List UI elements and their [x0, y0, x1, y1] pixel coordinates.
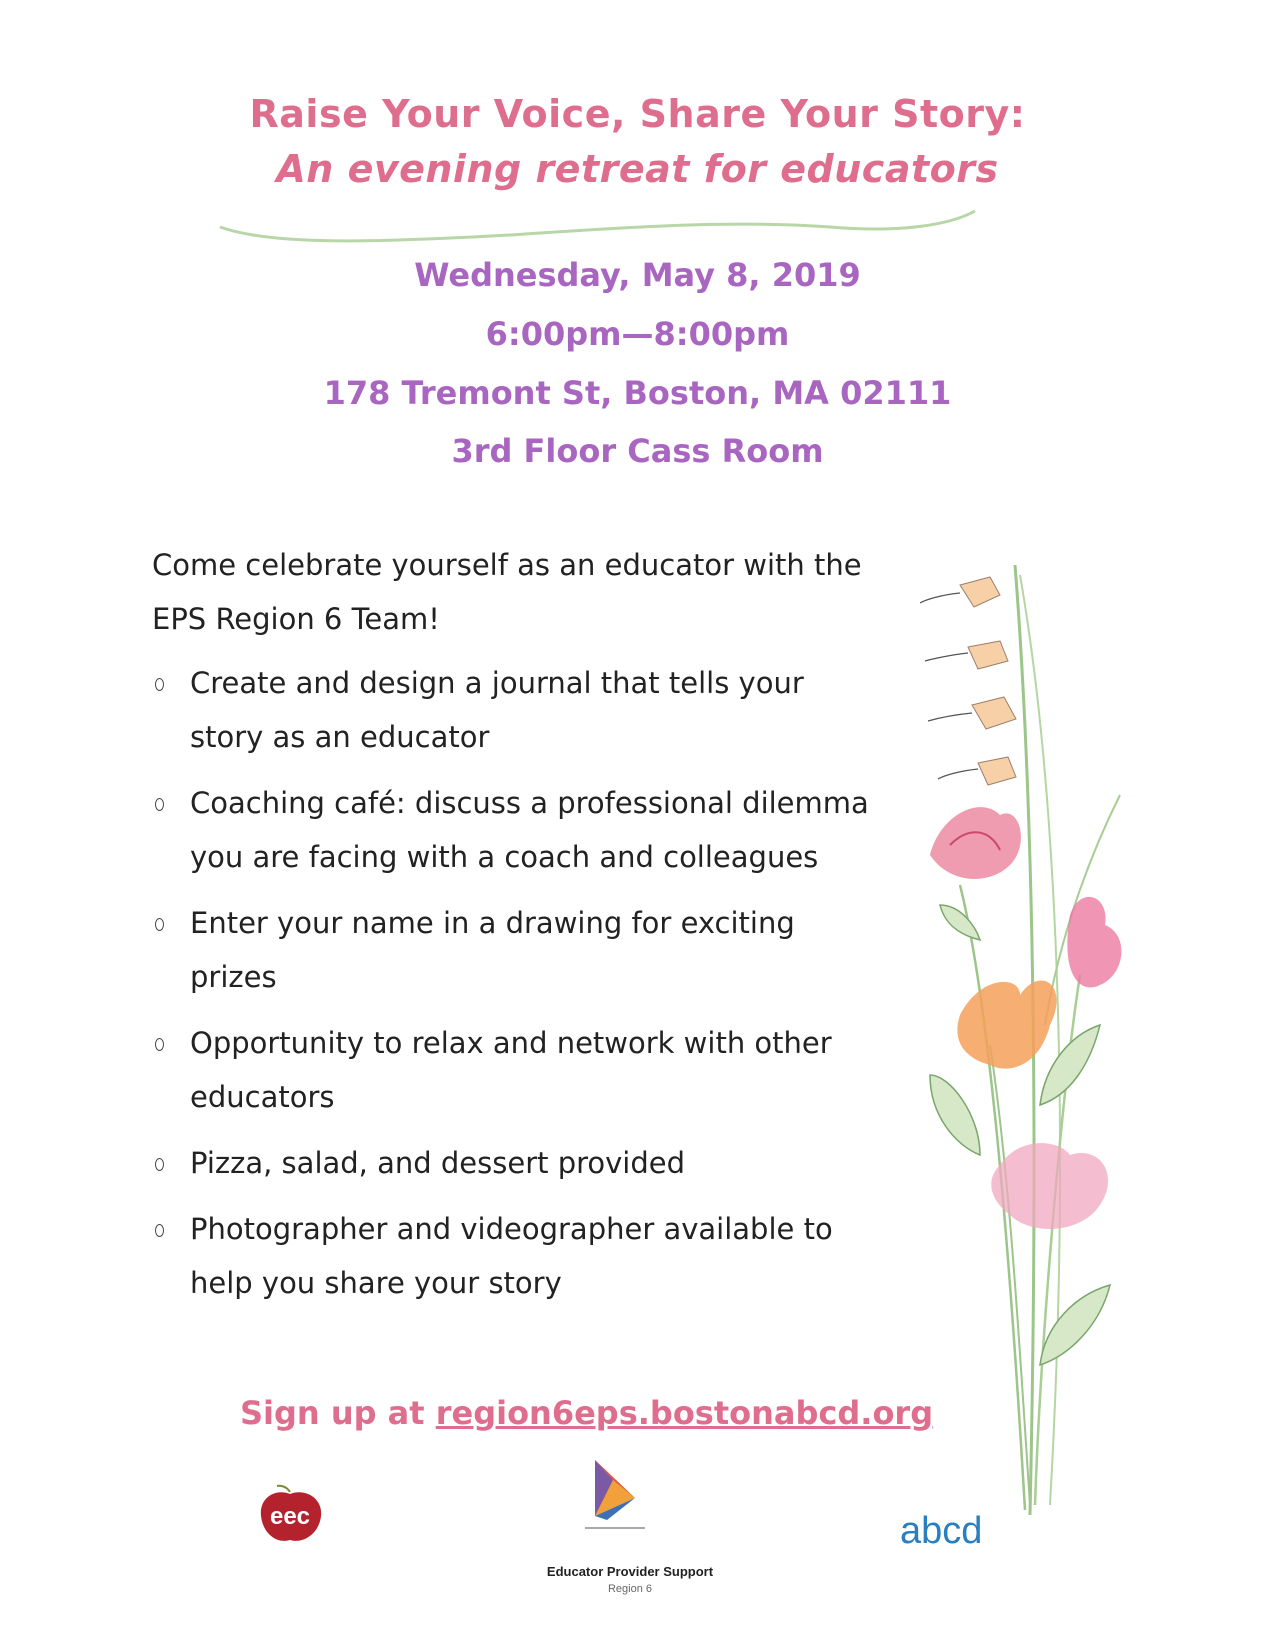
abcd-logo-text: abcd	[900, 1510, 983, 1552]
list-item: Create and design a journal that tells your story as an educator	[152, 656, 872, 764]
eps-logo-title: Educator Provider Support	[546, 1564, 714, 1579]
list-item: Enter your name in a drawing for exciting prizes	[152, 896, 872, 1004]
diamond-bullet-icon	[155, 678, 164, 691]
signup-link[interactable]: region6eps.bostonabcd.org	[435, 1394, 934, 1432]
event-room: 3rd Floor Cass Room	[451, 432, 824, 470]
event-time: 6:00pm—8:00pm	[485, 315, 790, 353]
eec-logo	[255, 1484, 325, 1546]
title-line-2: An evening retreat for educators	[276, 147, 999, 191]
signup-line	[240, 1394, 960, 1432]
list-item: Coaching café: discuss a professional dilemma you are facing with a coach and colleagues	[152, 776, 872, 884]
intro-text: Come celebrate yourself as an educator with the EPS Region 6 Team!	[152, 548, 862, 636]
bullet-list	[152, 656, 872, 1322]
list-item: Opportunity to relax and network with other educators	[152, 1016, 872, 1124]
flower-illustration	[920, 555, 1180, 1525]
signup-prefix: Sign up at	[240, 1394, 436, 1432]
eps-logo-subtitle: Region 6	[607, 1583, 653, 1595]
diamond-bullet-icon	[155, 1158, 164, 1171]
abcd-logo	[900, 1510, 982, 1553]
event-address: 178 Tremont St, Boston, MA 02111	[323, 374, 952, 412]
eec-logo-text: eec	[269, 1503, 311, 1530]
list-item: Photographer and videographer available to help you share your story	[152, 1202, 872, 1310]
list-item: Pizza, salad, and dessert provided	[152, 1136, 872, 1190]
eps-logo-mark	[585, 1460, 655, 1535]
decorative-wave	[210, 205, 990, 255]
diamond-bullet-icon	[155, 1224, 164, 1237]
event-date: Wednesday, May 8, 2019	[414, 256, 861, 294]
title-line-1: Raise Your Voice, Share Your Story:	[249, 92, 1026, 136]
diamond-bullet-icon	[155, 798, 164, 811]
diamond-bullet-icon	[155, 918, 164, 931]
diamond-bullet-icon	[155, 1038, 164, 1051]
